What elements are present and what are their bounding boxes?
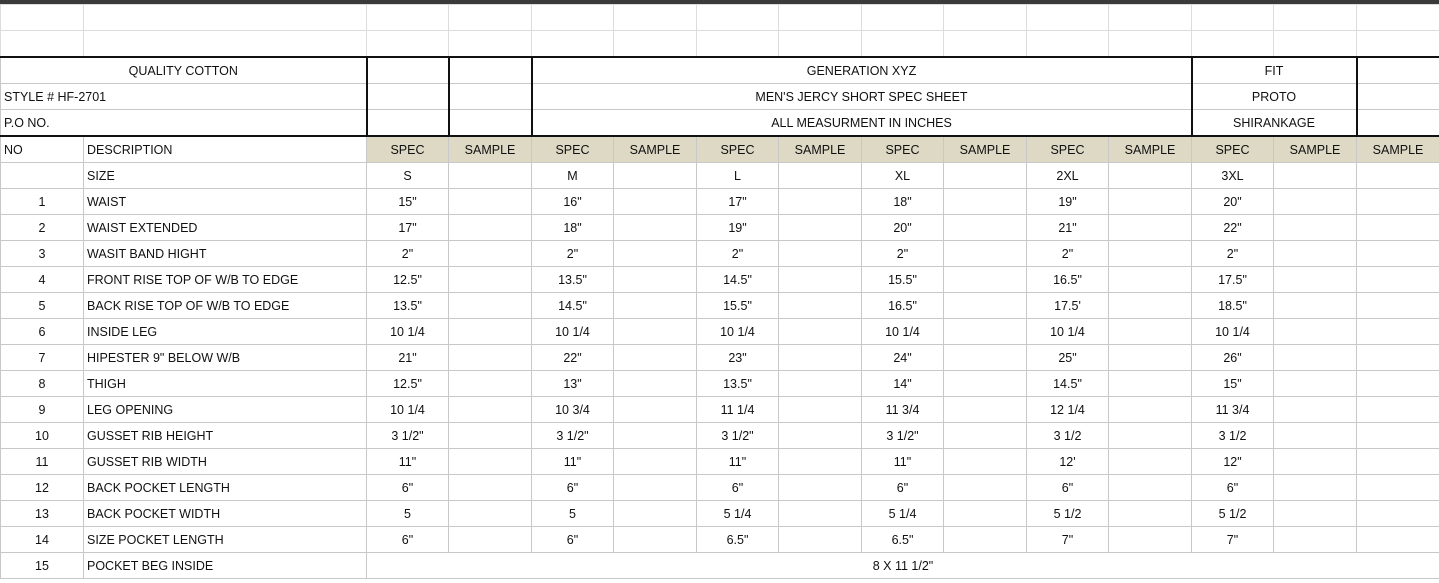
sample-cell[interactable] [944, 527, 1027, 553]
spec-value[interactable]: 18.5" [1192, 293, 1274, 319]
spec-value[interactable]: 10 1/4 [1192, 319, 1274, 345]
col-header-spec[interactable]: SPEC [697, 136, 779, 163]
spec-value[interactable]: 20" [862, 215, 944, 241]
sheet-title[interactable]: MEN'S JERCY SHORT SPEC SHEET [532, 84, 1192, 110]
row-description[interactable]: WASIT BAND HIGHT [84, 241, 367, 267]
sample-cell[interactable] [1357, 527, 1439, 553]
sample-cell[interactable] [1109, 345, 1192, 371]
spec-value[interactable]: 20" [1192, 189, 1274, 215]
sample-cell[interactable] [1109, 397, 1192, 423]
sample-cell[interactable] [1274, 527, 1357, 553]
sample-cell[interactable] [1274, 397, 1357, 423]
spec-value[interactable]: 14.5" [697, 267, 779, 293]
sample-cell[interactable] [944, 475, 1027, 501]
sample-cell[interactable] [449, 423, 532, 449]
sample-cell[interactable] [449, 345, 532, 371]
sample-cell[interactable] [1274, 319, 1357, 345]
sample-cell[interactable] [779, 319, 862, 345]
spec-value[interactable]: 22" [532, 345, 614, 371]
row-description[interactable]: INSIDE LEG [84, 319, 367, 345]
row-description[interactable]: LEG OPENING [84, 397, 367, 423]
sample-cell[interactable] [1357, 397, 1439, 423]
spec-value[interactable]: 14" [862, 371, 944, 397]
sample-cell[interactable] [614, 215, 697, 241]
size-value[interactable]: S [367, 163, 449, 189]
spec-value[interactable]: 15.5" [862, 267, 944, 293]
spec-value[interactable]: 12.5" [367, 371, 449, 397]
row-description[interactable]: FRONT RISE TOP OF W/B TO EDGE [84, 267, 367, 293]
row-description[interactable]: GUSSET RIB HEIGHT [84, 423, 367, 449]
table-row [1, 553, 1439, 579]
sample-cell[interactable] [614, 501, 697, 527]
spec-value[interactable]: 13.5" [697, 371, 779, 397]
spec-value[interactable]: 14.5" [1027, 371, 1109, 397]
company-name[interactable]: QUALITY COTTON [1, 57, 367, 84]
col-header-spec[interactable]: SPEC [367, 136, 449, 163]
row-number[interactable]: 15 [1, 553, 84, 579]
style-number[interactable]: STYLE # HF-2701 [1, 84, 367, 110]
sample-cell[interactable] [944, 345, 1027, 371]
spec-value[interactable]: 11" [697, 449, 779, 475]
sample-cell[interactable] [779, 371, 862, 397]
col-header-no[interactable]: NO [1, 136, 84, 163]
spec-value[interactable]: 5 [532, 501, 614, 527]
sample-cell[interactable] [779, 397, 862, 423]
sample-cell[interactable] [449, 319, 532, 345]
spec-value[interactable]: 10 1/4 [862, 319, 944, 345]
table-row [1, 475, 1439, 501]
sample-cell[interactable] [779, 527, 862, 553]
size-value[interactable]: 3XL [1192, 163, 1274, 189]
sample-cell[interactable] [1109, 319, 1192, 345]
sample-cell[interactable] [779, 267, 862, 293]
header-row-3 [1, 110, 1439, 137]
spec-value[interactable]: 16" [532, 189, 614, 215]
row-number[interactable]: 8 [1, 371, 84, 397]
spec-value[interactable]: 3 1/2 [1192, 423, 1274, 449]
spec-value[interactable]: 3 1/2" [367, 423, 449, 449]
sample-cell[interactable] [944, 371, 1027, 397]
spec-value[interactable]: 2" [367, 241, 449, 267]
spec-value[interactable]: 3 1/2" [862, 423, 944, 449]
sample-cell[interactable] [614, 293, 697, 319]
col-header-sample[interactable]: SAMPLE [1274, 136, 1357, 163]
col-header-sample[interactable]: SAMPLE [1109, 136, 1192, 163]
sample-cell[interactable] [944, 189, 1027, 215]
table-row [1, 501, 1439, 527]
spec-value[interactable]: 21" [1027, 215, 1109, 241]
sample-cell[interactable] [1274, 371, 1357, 397]
sample-cell[interactable] [1357, 371, 1439, 397]
spec-value[interactable]: 10 1/4 [367, 397, 449, 423]
spec-value[interactable]: 11 3/4 [1192, 397, 1274, 423]
row-number[interactable]: 13 [1, 501, 84, 527]
sample-cell[interactable] [1357, 475, 1439, 501]
row-number[interactable]: 4 [1, 267, 84, 293]
spec-value[interactable]: 6" [862, 475, 944, 501]
row-number[interactable]: 9 [1, 397, 84, 423]
sample-cell[interactable] [1357, 449, 1439, 475]
spec-value[interactable]: 17.5' [1027, 293, 1109, 319]
sample-cell[interactable] [449, 241, 532, 267]
table-row [1, 293, 1439, 319]
table-row [1, 189, 1439, 215]
size-label[interactable]: SIZE [84, 163, 367, 189]
spec-value[interactable]: 3 1/2" [697, 423, 779, 449]
row-number[interactable]: 3 [1, 241, 84, 267]
sample-cell[interactable] [779, 293, 862, 319]
sample-cell[interactable] [614, 345, 697, 371]
row-number[interactable]: 7 [1, 345, 84, 371]
spec-value[interactable]: 10 1/4 [532, 319, 614, 345]
sample-cell[interactable] [614, 397, 697, 423]
col-header-spec[interactable]: SPEC [1192, 136, 1274, 163]
sample-cell[interactable] [449, 267, 532, 293]
spec-value[interactable]: 15" [1192, 371, 1274, 397]
spec-value[interactable]: 5 [367, 501, 449, 527]
column-header-row [1, 136, 1439, 163]
sample-cell[interactable] [1357, 215, 1439, 241]
sample-cell[interactable] [1357, 267, 1439, 293]
sample-cell[interactable] [1274, 475, 1357, 501]
proto-label[interactable]: PROTO [1192, 84, 1357, 110]
sample-cell[interactable] [1109, 475, 1192, 501]
spec-value[interactable]: 2" [532, 241, 614, 267]
sample-cell[interactable] [614, 423, 697, 449]
sample-cell[interactable] [449, 449, 532, 475]
spec-value[interactable]: 5 1/2 [1192, 501, 1274, 527]
sample-cell[interactable] [1274, 293, 1357, 319]
spec-value[interactable]: 17" [367, 215, 449, 241]
spec-value[interactable]: 17.5" [1192, 267, 1274, 293]
sample-cell[interactable] [614, 527, 697, 553]
spec-value[interactable]: 6" [532, 527, 614, 553]
sample-cell[interactable] [1357, 501, 1439, 527]
spec-value[interactable]: 23" [697, 345, 779, 371]
sample-cell[interactable] [1109, 527, 1192, 553]
spec-value[interactable]: 6.5" [862, 527, 944, 553]
sample-cell[interactable] [614, 371, 697, 397]
spec-value[interactable]: 11" [532, 449, 614, 475]
sample-cell[interactable] [1274, 189, 1357, 215]
spec-value[interactable]: 21" [367, 345, 449, 371]
row-number[interactable]: 6 [1, 319, 84, 345]
row-number[interactable]: 5 [1, 293, 84, 319]
sample-cell[interactable] [614, 475, 697, 501]
spec-value[interactable]: 6" [1192, 475, 1274, 501]
sample-cell[interactable] [779, 215, 862, 241]
sample-cell[interactable] [944, 501, 1027, 527]
sample-cell[interactable] [1357, 241, 1439, 267]
row-number[interactable]: 10 [1, 423, 84, 449]
sample-cell[interactable] [944, 241, 1027, 267]
sample-cell[interactable] [1274, 215, 1357, 241]
table-row [1, 371, 1439, 397]
spec-value[interactable]: 2" [697, 241, 779, 267]
spec-sheet-table [0, 4, 1439, 579]
blank-row [1, 31, 1439, 58]
sample-cell[interactable] [614, 449, 697, 475]
spec-value[interactable]: 7" [1192, 527, 1274, 553]
sample-cell[interactable] [779, 241, 862, 267]
spec-value[interactable]: 10 3/4 [532, 397, 614, 423]
table-row [1, 267, 1439, 293]
spec-value[interactable]: 18" [532, 215, 614, 241]
row-number[interactable]: 2 [1, 215, 84, 241]
fit-label[interactable]: FIT [1192, 57, 1357, 84]
sample-cell[interactable] [1109, 501, 1192, 527]
spec-value[interactable]: 12" [1192, 449, 1274, 475]
spec-value[interactable]: 13.5" [367, 293, 449, 319]
sample-cell[interactable] [944, 319, 1027, 345]
sample-cell[interactable] [449, 501, 532, 527]
spec-value[interactable]: 11" [862, 449, 944, 475]
spec-value[interactable]: 5 1/2 [1027, 501, 1109, 527]
po-number[interactable]: P.O NO. [1, 110, 367, 137]
row-description[interactable]: POCKET BEG INSIDE [84, 553, 367, 579]
spec-value[interactable]: 5 1/4 [862, 501, 944, 527]
sample-cell[interactable] [1357, 319, 1439, 345]
sample-cell[interactable] [614, 189, 697, 215]
spec-value[interactable]: 3 1/2 [1027, 423, 1109, 449]
blank-row [1, 5, 1439, 31]
spec-value[interactable]: 3 1/2" [532, 423, 614, 449]
col-header-sample[interactable]: SAMPLE [449, 136, 532, 163]
spec-value[interactable]: 22" [1192, 215, 1274, 241]
sample-cell[interactable] [1274, 449, 1357, 475]
sample-cell[interactable] [449, 475, 532, 501]
sample-cell[interactable] [1274, 241, 1357, 267]
row-description[interactable]: BACK POCKET LENGTH [84, 475, 367, 501]
col-header-spec[interactable]: SPEC [862, 136, 944, 163]
spec-value[interactable]: 2" [862, 241, 944, 267]
spec-value[interactable]: 26" [1192, 345, 1274, 371]
spec-value[interactable]: 10 1/4 [367, 319, 449, 345]
size-value[interactable]: XL [862, 163, 944, 189]
spec-value[interactable]: 15" [367, 189, 449, 215]
col-header-sample[interactable]: SAMPLE [944, 136, 1027, 163]
table-row [1, 319, 1439, 345]
sample-cell[interactable] [1109, 449, 1192, 475]
header-row-1 [1, 57, 1439, 84]
sample-cell[interactable] [1357, 189, 1439, 215]
row-number[interactable]: 12 [1, 475, 84, 501]
sample-cell[interactable] [1274, 267, 1357, 293]
table-row [1, 449, 1439, 475]
spec-value[interactable]: 19" [1027, 189, 1109, 215]
row-number[interactable]: 14 [1, 527, 84, 553]
table-row [1, 215, 1439, 241]
sample-cell[interactable] [614, 241, 697, 267]
sample-cell[interactable] [614, 267, 697, 293]
spec-value[interactable]: 17" [697, 189, 779, 215]
spec-value[interactable]: 15.5" [697, 293, 779, 319]
col-header-sample[interactable]: SAMPLE [779, 136, 862, 163]
row-number[interactable]: 1 [1, 189, 84, 215]
spec-value[interactable]: 12 1/4 [1027, 397, 1109, 423]
sample-cell[interactable] [944, 397, 1027, 423]
spec-value[interactable]: 16.5" [1027, 267, 1109, 293]
table-row [1, 423, 1439, 449]
sample-cell[interactable] [1274, 423, 1357, 449]
table-row [1, 345, 1439, 371]
row-description[interactable]: BACK POCKET WIDTH [84, 501, 367, 527]
brand-name[interactable]: GENERATION XYZ [532, 57, 1192, 84]
row-description[interactable]: BACK RISE TOP OF W/B TO EDGE [84, 293, 367, 319]
sample-cell[interactable] [779, 475, 862, 501]
size-value[interactable]: M [532, 163, 614, 189]
spec-value[interactable]: 6" [367, 527, 449, 553]
spec-value[interactable]: 16.5" [862, 293, 944, 319]
col-header-spec[interactable]: SPEC [1027, 136, 1109, 163]
sample-cell[interactable] [449, 293, 532, 319]
sample-cell[interactable] [944, 423, 1027, 449]
row-description[interactable]: GUSSET RIB WIDTH [84, 449, 367, 475]
col-header-sample[interactable]: SAMPLE [614, 136, 697, 163]
sample-cell[interactable] [449, 189, 532, 215]
sample-cell[interactable] [449, 397, 532, 423]
sample-cell[interactable] [779, 449, 862, 475]
sample-cell[interactable] [779, 345, 862, 371]
spec-value[interactable]: 11 3/4 [862, 397, 944, 423]
sample-cell[interactable] [1109, 293, 1192, 319]
col-header-sample[interactable]: SAMPLE [1357, 136, 1439, 163]
sample-cell[interactable] [1109, 371, 1192, 397]
sample-cell[interactable] [449, 371, 532, 397]
table-row [1, 527, 1439, 553]
spec-value[interactable]: 11" [367, 449, 449, 475]
sample-cell[interactable] [779, 423, 862, 449]
spec-value[interactable]: 5 1/4 [697, 501, 779, 527]
row-description[interactable]: WAIST [84, 189, 367, 215]
size-value[interactable]: L [697, 163, 779, 189]
size-row [1, 163, 1439, 189]
sample-cell[interactable] [944, 215, 1027, 241]
sample-cell[interactable] [1274, 345, 1357, 371]
spec-value[interactable]: 11 1/4 [697, 397, 779, 423]
row-number[interactable]: 11 [1, 449, 84, 475]
spec-value[interactable]: 6" [367, 475, 449, 501]
spec-value[interactable]: 19" [697, 215, 779, 241]
spec-value[interactable]: 12' [1027, 449, 1109, 475]
sample-cell[interactable] [1274, 501, 1357, 527]
spec-value[interactable]: 6" [532, 475, 614, 501]
spec-value[interactable]: 25" [1027, 345, 1109, 371]
spec-value[interactable]: 7" [1027, 527, 1109, 553]
spec-value[interactable]: 6.5" [697, 527, 779, 553]
sample-cell[interactable] [1357, 423, 1439, 449]
spec-value[interactable]: 24" [862, 345, 944, 371]
col-header-description[interactable]: DESCRIPTION [84, 136, 367, 163]
sample-cell[interactable] [449, 527, 532, 553]
table-row [1, 397, 1439, 423]
spec-value[interactable]: 10 1/4 [697, 319, 779, 345]
spec-value[interactable]: 14.5" [532, 293, 614, 319]
spec-value[interactable]: 13.5" [532, 267, 614, 293]
spec-value[interactable]: 13" [532, 371, 614, 397]
row-description[interactable]: THIGH [84, 371, 367, 397]
header-row-2 [1, 84, 1439, 110]
table-row [1, 241, 1439, 267]
row-description[interactable]: WAIST EXTENDED [84, 215, 367, 241]
sample-cell[interactable] [1109, 423, 1192, 449]
sample-cell[interactable] [944, 293, 1027, 319]
spec-value[interactable]: 10 1/4 [1027, 319, 1109, 345]
sample-cell[interactable] [1109, 189, 1192, 215]
spec-value[interactable]: 2" [1192, 241, 1274, 267]
row-description[interactable]: HIPESTER 9" BELOW W/B [84, 345, 367, 371]
row-description[interactable]: SIZE POCKET LENGTH [84, 527, 367, 553]
spec-value[interactable]: 6" [697, 475, 779, 501]
sample-cell[interactable] [1357, 293, 1439, 319]
sample-cell[interactable] [1109, 215, 1192, 241]
sample-cell[interactable] [449, 215, 532, 241]
sample-cell[interactable] [779, 189, 862, 215]
shrinkage-label[interactable]: SHIRANKAGE [1192, 110, 1357, 137]
size-value[interactable]: 2XL [1027, 163, 1109, 189]
sample-cell[interactable] [944, 267, 1027, 293]
col-header-spec[interactable]: SPEC [532, 136, 614, 163]
sample-cell[interactable] [944, 449, 1027, 475]
sample-cell[interactable] [614, 319, 697, 345]
sample-cell[interactable] [779, 501, 862, 527]
sample-cell[interactable] [1109, 241, 1192, 267]
sample-cell[interactable] [1357, 345, 1439, 371]
spec-value[interactable]: 6" [1027, 475, 1109, 501]
sample-cell[interactable] [1109, 267, 1192, 293]
spec-value[interactable]: 12.5" [367, 267, 449, 293]
spec-value[interactable]: 2" [1027, 241, 1109, 267]
pocket-beg-value[interactable]: 8 X 11 1/2" [367, 553, 1439, 579]
spec-value[interactable]: 18" [862, 189, 944, 215]
units-note[interactable]: ALL MEASURMENT IN INCHES [532, 110, 1192, 137]
